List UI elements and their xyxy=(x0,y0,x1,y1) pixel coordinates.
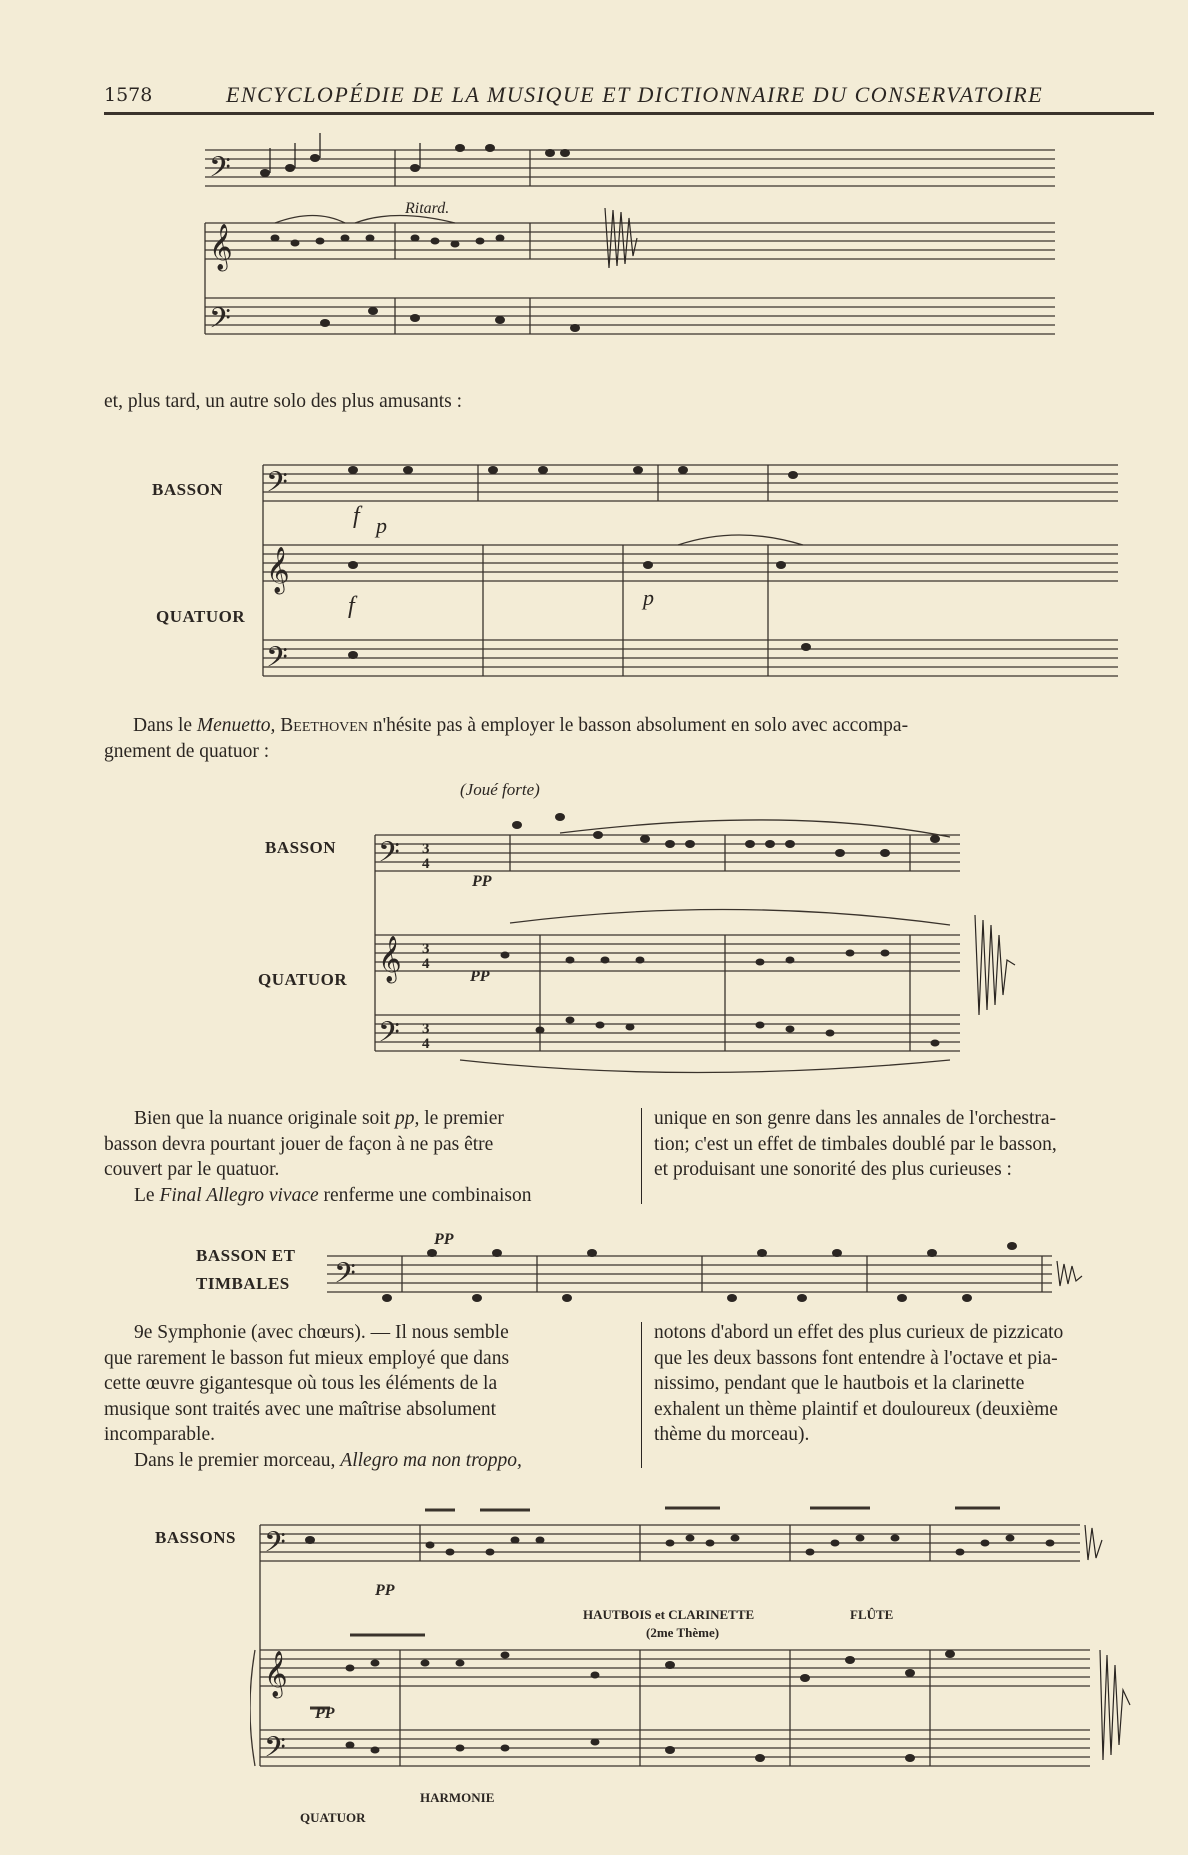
text: Dans le xyxy=(133,715,193,736)
label-basson: BASSON xyxy=(265,838,337,857)
dynamic-f: f xyxy=(353,503,360,529)
svg-text:4: 4 xyxy=(422,1036,430,1052)
text-line: thème du morceau). xyxy=(654,1424,810,1445)
text-line: notons d'abord un effet des plus curieux de pizzicato xyxy=(654,1322,1064,1343)
svg-text:3: 3 xyxy=(422,1021,430,1037)
column-left-1 xyxy=(104,1106,628,1208)
text-line: incomparable. xyxy=(104,1424,215,1445)
svg-text:3: 3 xyxy=(422,941,430,957)
column-left-2 xyxy=(104,1320,628,1473)
bass-clef-icon: 𝄢 xyxy=(334,1259,356,1296)
bass-clef-icon: 𝄢 xyxy=(266,643,288,680)
header-rule xyxy=(104,112,1154,115)
menuetto-title: Menuetto, xyxy=(196,715,276,736)
column-divider xyxy=(641,1322,642,1468)
treble-clef-icon: 𝄞 xyxy=(264,1651,288,1696)
label-quatuor: QUATUOR xyxy=(258,970,348,989)
bass-clef-icon: 𝄢 xyxy=(378,838,400,875)
bass-clef-icon: 𝄢 xyxy=(264,1733,286,1770)
dynamic-pp: PP xyxy=(472,873,492,890)
paragraph-2 xyxy=(133,714,1188,738)
page-number: 1578 xyxy=(104,84,153,106)
bass-clef-icon: 𝄢 xyxy=(209,153,231,190)
text: n'hésite pas à employer le basson absolument en solo avec accompa- xyxy=(372,715,909,736)
page-header xyxy=(104,84,1154,114)
label-quatuor: QUATUOR xyxy=(300,1810,366,1825)
text-line: et produisant une sonorité des plus curieuses : xyxy=(654,1159,1012,1180)
dynamic-f: f xyxy=(348,593,355,619)
text-line: que les deux bassons font entendre à l'octave et pia- xyxy=(654,1347,1058,1369)
text-line: exhalent un thème plaintif et douloureux (deuxième xyxy=(654,1398,1058,1420)
text-line: basson devra pourtant jouer de façon à ne pas être xyxy=(104,1133,494,1155)
label-timbales: TIMBALES xyxy=(196,1274,290,1293)
text-line: unique en son genre dans les annales de l'orchestra- xyxy=(654,1108,1057,1129)
column-right-2 xyxy=(654,1320,1172,1448)
music-score-2 xyxy=(258,425,1128,695)
label-basson-et: BASSON ET xyxy=(196,1246,296,1265)
running-title: ENCYCLOPÉDIE DE LA MUSIQUE ET DICTIONNAIRE DU CONSERVATOIRE xyxy=(226,82,1044,107)
treble-clef-icon: 𝄞 xyxy=(378,936,402,981)
label-harmonie: HARMONIE xyxy=(420,1790,495,1805)
label-basson: BASSON xyxy=(152,480,224,499)
text-line: que rarement le basson fut mieux employé que dans xyxy=(104,1347,510,1369)
text-line: Bien que la nuance originale soit pp, le premier xyxy=(134,1108,504,1129)
label-flute: FLÛTE xyxy=(850,1607,894,1622)
dynamic-pp: PP xyxy=(434,1231,454,1248)
dynamic-pp: PP xyxy=(315,1705,335,1722)
music-score-1 xyxy=(195,128,1065,368)
label-second-theme: (2me Thème) xyxy=(646,1625,720,1640)
dynamic-pp: PP xyxy=(470,968,490,985)
paragraph-2-line-2: gnement de quatuor : xyxy=(104,741,270,762)
text-line: cette œuvre gigantesque où tous les éléments de la xyxy=(104,1373,498,1394)
svg-text:4: 4 xyxy=(422,956,430,972)
music-score-5 xyxy=(250,1480,1140,1830)
tempo-marking: Ritard. xyxy=(405,200,450,217)
performance-annotation: (Joué forte) xyxy=(460,780,540,799)
composer-name: Beethoven xyxy=(280,715,368,736)
dynamic-pp: PP xyxy=(375,1582,395,1599)
text-line: Dans le premier morceau, Allegro ma non troppo, xyxy=(134,1449,522,1471)
music-score-3 xyxy=(370,775,1040,1085)
text-line: couvert par le quatuor. xyxy=(104,1159,280,1180)
text-line: nissimo, pendant que le hautbois et la clarinette xyxy=(654,1373,1025,1394)
music-score-4 xyxy=(322,1226,1112,1316)
bass-clef-icon: 𝄢 xyxy=(378,1018,400,1055)
label-hautbois-clarinette: HAUTBOIS et CLARINETTE xyxy=(583,1607,755,1622)
column-divider xyxy=(641,1108,642,1204)
text-line: musique sont traités avec une maîtrise absolument xyxy=(104,1398,497,1420)
bass-clef-icon: 𝄢 xyxy=(266,468,288,505)
staff-lines xyxy=(205,150,1055,186)
bass-clef-icon: 𝄢 xyxy=(264,1528,286,1565)
text-line: Le Final Allegro vivace renferme une combinaison xyxy=(134,1184,532,1206)
time-signature: 3 xyxy=(422,841,430,857)
bass-clef-icon: 𝄢 xyxy=(209,304,231,341)
treble-clef-icon: 𝄞 xyxy=(266,547,290,592)
label-quatuor: QUATUOR xyxy=(156,607,246,626)
text-line: 9e Symphonie (avec chœurs). — Il nous semble xyxy=(134,1322,509,1343)
label-bassons: BASSONS xyxy=(155,1528,236,1547)
column-right-1 xyxy=(654,1106,1172,1183)
dynamic-p: p xyxy=(643,585,654,610)
dynamic-p: p xyxy=(376,513,387,538)
paragraph-1: et, plus tard, un autre solo des plus amusants : xyxy=(104,391,462,412)
svg-text:4: 4 xyxy=(422,856,430,872)
text-line: tion; c'est un effet de timbales doublé par le basson, xyxy=(654,1133,1057,1155)
treble-clef-icon: 𝄞 xyxy=(209,224,233,269)
